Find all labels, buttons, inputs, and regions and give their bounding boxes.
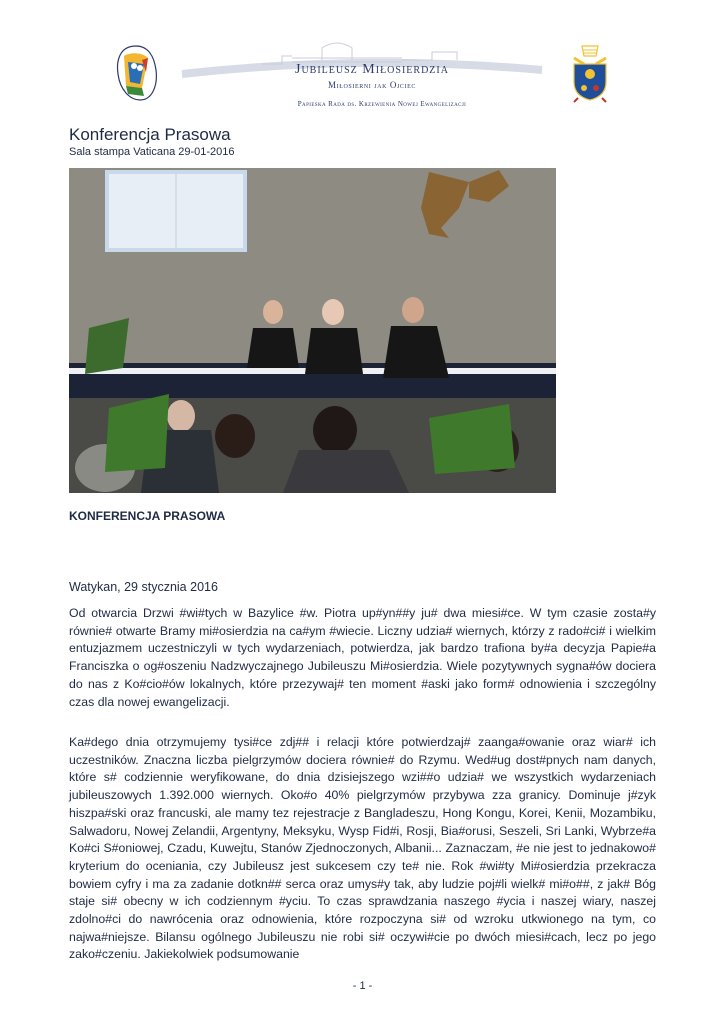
banner-subtitle: Miłosierni jak Ojciec <box>328 80 416 90</box>
jubilee-banner <box>172 34 552 114</box>
page-number: - 1 - <box>352 980 373 992</box>
papal-crest-icon <box>568 42 612 104</box>
page-header <box>0 0 725 118</box>
jubilee-logo <box>112 42 160 104</box>
section-heading: KONFERENCJA PRASOWA <box>69 509 226 523</box>
banner-title: Jubileusz Miłosierdzia <box>295 62 449 77</box>
dateline: Watykan, 29 stycznia 2016 <box>69 580 218 594</box>
document-subtitle: Sala stampa Vaticana 29-01-2016 <box>69 146 235 158</box>
body-paragraph: Ka#dego dnia otrzymujemy tysi#ce zdj## i relacji które potwierdzaj# zaanga#owanie oraz wiar# ich uczestników. Znaczna liczba pielgrzymów dociera równie# do Rzymu. Wed#ug dost#pnych nam danych, które s# codziennie weryfikowane, do dnia dzisiejszego wzi##o udzia# we wszystkich wydarzeniach jubileuszowych 1.392.000 wiernych. Oko#o 40% pielgrzymów przybywa zza granicy. Dominuje j#zyk hiszpa#ski oraz francuski, ale mamy tez rejestracje z Bangladeszu, Hong Kongu, Korei, Kenii, Mozambiku, Salwadoru, Nowej Zelandii, Argentyny, Meksyku, Wysp Fid#i, Rosji, Bia#orusi, Seszeli, Sri Lanki, Wybrze#a Ko#ci S#oniowej, Czadu, Kuwejtu, Stanów Zjednoczonych, Albanii... Zaznaczam, #e nie jest to jednakowo# kryterium do oceniania, czy Jubileusz jest sukcesem czy te# nie. Rok #wi#ty Mi#osierdzia przekracza bowiem cyfry i ma za zadanie dotkn## serca oraz umys#y tak, aby ludzie poj#li wielk# mi#o##, z jak# Bóg staje si# obecny w ich codziennym #yciu. To czas sprawdzania naszego #ycia i naszej wiary, naszej zdolno#ci do nawrócenia oraz odnowienia, które rozpoczyna si# od wzroku utkwionego na tym, co najwa#niejsze. Bilansu ogólnego Jubileuszu nie robi si# oczywi#cie po dwóch miesi#cach, lecz po jego zako#czeniu. Jakiekolwiek podsumowanie <box>69 735 656 962</box>
banner-council: Papieska Rada ds. Krzewienia Nowej Ewangelizacji <box>297 100 467 108</box>
body-paragraph: Od otwarcia Drzwi #wi#tych w Bazylice #w. Piotra up#yn##y ju# dwa miesi#ce. W tym czasie zosta#y równie# otwarte Bramy mi#osierdzia na ca#ym #wiecie. Liczny udzia# wiernych, którzy z rado#ci# i wielkim entuzjazmem uczestniczyli w tych wydarzeniach, potwierdza, jak bardzo trafiona by#a decyzja Papie#a Franciszka o og#oszeniu Nadzwyczajnego Jubileuszu Mi#osierdzia. Wiele pozytywnych sygna#ów dociera do nas z Ko#cio#ów lokalnych, które przezywaj# ten moment #aski jako form# odnowienia i szczególny czas dla nowej ewangelizacji. <box>69 606 656 709</box>
document-title: Konferencja Prasowa <box>69 125 231 144</box>
press-conference-photo <box>69 168 556 493</box>
